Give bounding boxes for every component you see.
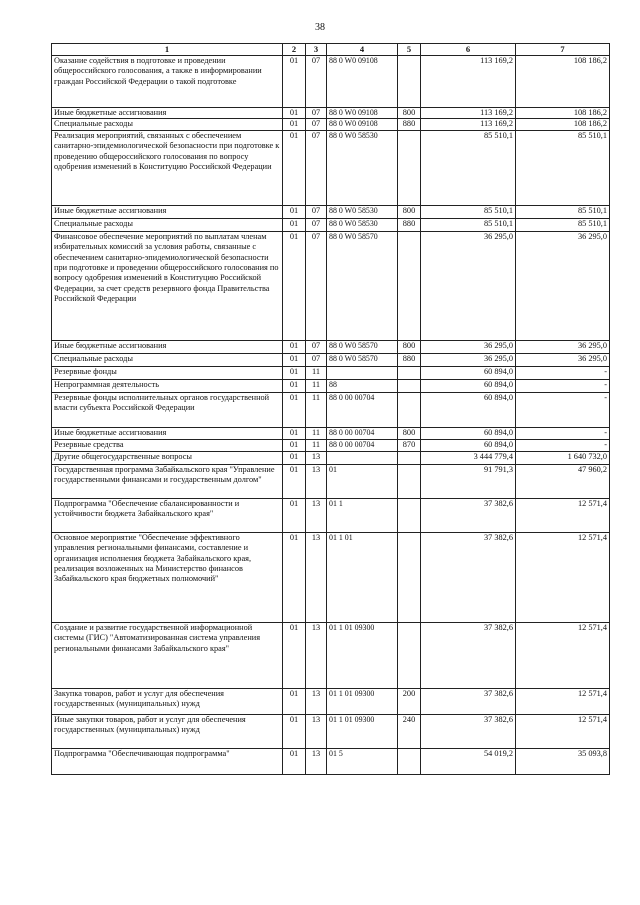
row-target-article-cell: 88 0 W0 58530	[327, 218, 398, 231]
row-subsection-cell: 13	[306, 748, 327, 774]
budget-table	[51, 43, 610, 775]
row-target-article-cell: 01	[327, 464, 398, 498]
row-section-cell: 01	[283, 748, 306, 774]
row-sum-2021-cell: 113 169,2	[421, 56, 516, 108]
table-row	[52, 340, 610, 353]
table-row	[52, 379, 610, 392]
row-sum-2022-cell: 12 571,4	[516, 498, 610, 532]
row-subsection-cell: 13	[306, 451, 327, 464]
row-target-article-cell: 88 0 00 00704	[327, 439, 398, 451]
row-section-cell: 01	[283, 498, 306, 532]
row-subsection-cell: 11	[306, 379, 327, 392]
row-subsection-cell: 07	[306, 353, 327, 366]
row-expense-type-cell	[398, 748, 421, 774]
row-section-cell: 01	[283, 218, 306, 231]
row-expense-type-cell: 870	[398, 439, 421, 451]
table-row	[52, 464, 610, 498]
row-section-cell: 01	[283, 379, 306, 392]
row-target-article-cell: 01 1 01 09300	[327, 714, 398, 748]
row-expense-type-cell	[398, 622, 421, 688]
row-sum-2022-cell: 108 186,2	[516, 56, 610, 108]
table-row	[52, 119, 610, 130]
table-row	[52, 714, 610, 748]
row-sum-2021-cell: 36 295,0	[421, 231, 516, 340]
row-sum-2021-cell: 37 382,6	[421, 532, 516, 622]
row-target-article-cell: 01 5	[327, 748, 398, 774]
row-sum-2021-cell: 113 169,2	[421, 108, 516, 119]
table-row	[52, 427, 610, 439]
row-target-article-cell: 88 0 W0 09108	[327, 56, 398, 108]
row-name-cell: Специальные расходы	[52, 353, 283, 366]
row-subsection-cell: 07	[306, 205, 327, 218]
row-name-cell: Иные бюджетные ассигнования	[52, 340, 283, 353]
column-header: 3	[306, 44, 327, 56]
row-section-cell: 01	[283, 56, 306, 108]
table-row	[52, 532, 610, 622]
row-section-cell: 01	[283, 714, 306, 748]
row-section-cell: 01	[283, 340, 306, 353]
page-number: 38	[315, 22, 325, 33]
row-sum-2021-cell: 60 894,0	[421, 366, 516, 379]
row-name-cell: Подпрограмма "Обеспечение сбалансированности и устойчивости бюджета Забайкальского края"	[52, 498, 283, 532]
row-sum-2022-cell: -	[516, 366, 610, 379]
row-subsection-cell: 07	[306, 231, 327, 340]
table-row	[52, 353, 610, 366]
row-name-cell: Оказание содействия в подготовке и проведении общероссийского голосования, а также в информировании граждан Российской Федерации о такой подготовке	[52, 56, 283, 108]
row-name-cell: Государственная программа Забайкальского края "Управление государственными финансами и государственным долгом"	[52, 464, 283, 498]
row-name-cell: Закупка товаров, работ и услуг для обеспечения государственных (муниципальных) нужд	[52, 688, 283, 714]
row-sum-2021-cell: 54 019,2	[421, 748, 516, 774]
row-expense-type-cell	[398, 498, 421, 532]
column-header: 1	[52, 44, 283, 56]
row-sum-2022-cell: 85 510,1	[516, 130, 610, 205]
row-section-cell: 01	[283, 532, 306, 622]
row-subsection-cell: 13	[306, 498, 327, 532]
row-section-cell: 01	[283, 622, 306, 688]
row-sum-2022-cell: 35 093,8	[516, 748, 610, 774]
row-expense-type-cell: 200	[398, 688, 421, 714]
table-header-row	[52, 44, 610, 56]
table-row	[52, 231, 610, 340]
row-expense-type-cell	[398, 464, 421, 498]
row-sum-2022-cell: 1 640 732,0	[516, 451, 610, 464]
row-sum-2021-cell: 85 510,1	[421, 218, 516, 231]
row-name-cell: Непрограммная деятельность	[52, 379, 283, 392]
row-name-cell: Создание и развитие государственной информационной системы (ГИС) "Автоматизированная система управления региональными финансами Забайкальского края"	[52, 622, 283, 688]
row-target-article-cell: 88 0 W0 58570	[327, 231, 398, 340]
row-expense-type-cell	[398, 532, 421, 622]
row-subsection-cell: 07	[306, 56, 327, 108]
row-expense-type-cell	[398, 392, 421, 427]
row-sum-2022-cell: 108 186,2	[516, 108, 610, 119]
row-subsection-cell: 13	[306, 714, 327, 748]
row-sum-2022-cell: 36 295,0	[516, 340, 610, 353]
row-sum-2022-cell: -	[516, 392, 610, 427]
table-row	[52, 622, 610, 688]
column-header: 7	[516, 44, 610, 56]
row-sum-2022-cell: 12 571,4	[516, 714, 610, 748]
row-sum-2022-cell: -	[516, 427, 610, 439]
row-section-cell: 01	[283, 119, 306, 130]
row-sum-2021-cell: 60 894,0	[421, 392, 516, 427]
row-target-article-cell	[327, 366, 398, 379]
row-subsection-cell: 07	[306, 130, 327, 205]
row-sum-2022-cell: 85 510,1	[516, 218, 610, 231]
column-header: 4	[327, 44, 398, 56]
table-row	[52, 748, 610, 774]
row-sum-2021-cell: 60 894,0	[421, 439, 516, 451]
row-name-cell: Иные закупки товаров, работ и услуг для обеспечения государственных (муниципальных) нужд	[52, 714, 283, 748]
row-expense-type-cell: 240	[398, 714, 421, 748]
row-sum-2021-cell: 37 382,6	[421, 498, 516, 532]
row-name-cell: Иные бюджетные ассигнования	[52, 427, 283, 439]
row-name-cell: Основное мероприятие "Обеспечение эффективного управления региональными финансами, составление и организация исполнения бюджета Забайкальского края, реализация возложенных на Министерство финансов Забайкальского края бюджетных полномочий"	[52, 532, 283, 622]
table-row	[52, 130, 610, 205]
row-target-article-cell	[327, 451, 398, 464]
column-header: 6	[421, 44, 516, 56]
table-row	[52, 451, 610, 464]
row-target-article-cell: 88 0 00 00704	[327, 392, 398, 427]
table-row	[52, 392, 610, 427]
row-subsection-cell: 11	[306, 366, 327, 379]
row-sum-2022-cell: 12 571,4	[516, 532, 610, 622]
row-section-cell: 01	[283, 366, 306, 379]
table-row	[52, 688, 610, 714]
row-expense-type-cell	[398, 130, 421, 205]
row-sum-2021-cell: 37 382,6	[421, 688, 516, 714]
row-sum-2022-cell: 12 571,4	[516, 688, 610, 714]
row-name-cell: Иные бюджетные ассигнования	[52, 205, 283, 218]
row-subsection-cell: 11	[306, 427, 327, 439]
row-target-article-cell: 88 0 00 00704	[327, 427, 398, 439]
row-sum-2022-cell: 85 510,1	[516, 205, 610, 218]
row-expense-type-cell: 880	[398, 353, 421, 366]
row-sum-2022-cell: 36 295,0	[516, 353, 610, 366]
row-section-cell: 01	[283, 464, 306, 498]
row-subsection-cell: 11	[306, 439, 327, 451]
row-subsection-cell: 07	[306, 340, 327, 353]
row-target-article-cell: 01 1	[327, 498, 398, 532]
row-target-article-cell: 01 1 01	[327, 532, 398, 622]
row-expense-type-cell	[398, 231, 421, 340]
row-subsection-cell: 13	[306, 622, 327, 688]
column-header: 5	[398, 44, 421, 56]
row-sum-2021-cell: 91 791,3	[421, 464, 516, 498]
row-subsection-cell: 11	[306, 392, 327, 427]
row-section-cell: 01	[283, 451, 306, 464]
row-expense-type-cell	[398, 56, 421, 108]
row-section-cell: 01	[283, 439, 306, 451]
row-subsection-cell: 07	[306, 218, 327, 231]
row-section-cell: 01	[283, 392, 306, 427]
table-row	[52, 366, 610, 379]
row-section-cell: 01	[283, 108, 306, 119]
row-sum-2021-cell: 36 295,0	[421, 353, 516, 366]
row-expense-type-cell	[398, 451, 421, 464]
row-sum-2021-cell: 113 169,2	[421, 119, 516, 130]
row-target-article-cell: 88 0 W0 58570	[327, 340, 398, 353]
row-sum-2021-cell: 37 382,6	[421, 622, 516, 688]
row-section-cell: 01	[283, 688, 306, 714]
row-sum-2021-cell: 60 894,0	[421, 379, 516, 392]
row-sum-2021-cell: 37 382,6	[421, 714, 516, 748]
row-target-article-cell: 88	[327, 379, 398, 392]
row-name-cell: Реализация мероприятий, связанных с обеспечением санитарно-эпидемиологической безопасности при подготовке к проведению общероссийского голосования по вопросу одобрения изменений в Конституцию Российской Федерации	[52, 130, 283, 205]
row-subsection-cell: 13	[306, 464, 327, 498]
row-target-article-cell: 88 0 W0 09108	[327, 108, 398, 119]
row-sum-2022-cell: -	[516, 439, 610, 451]
row-name-cell: Финансовое обеспечение мероприятий по выплатам членам избирательных комиссий за условия работы, связанные с обеспечением санитарно-эпидемиологической безопасности при подготовке и проведении общероссийского голосования по вопросу одобрения изменений в Конституцию Российской Федерации, за счет средств резервного фонда Правительства Российской Федерации	[52, 231, 283, 340]
row-expense-type-cell	[398, 379, 421, 392]
row-section-cell: 01	[283, 205, 306, 218]
row-name-cell: Специальные расходы	[52, 218, 283, 231]
row-target-article-cell: 01 1 01 09300	[327, 622, 398, 688]
row-name-cell: Резервные фонды исполнительных органов государственной власти субъекта Российской Федерации	[52, 392, 283, 427]
row-expense-type-cell: 800	[398, 205, 421, 218]
row-expense-type-cell: 800	[398, 427, 421, 439]
row-section-cell: 01	[283, 231, 306, 340]
row-target-article-cell: 88 0 W0 09108	[327, 119, 398, 130]
column-header: 2	[283, 44, 306, 56]
row-sum-2022-cell: 108 186,2	[516, 119, 610, 130]
row-section-cell: 01	[283, 353, 306, 366]
row-name-cell: Другие общегосударственные вопросы	[52, 451, 283, 464]
table-row	[52, 218, 610, 231]
row-target-article-cell: 88 0 W0 58530	[327, 130, 398, 205]
table-row	[52, 205, 610, 218]
row-sum-2021-cell: 85 510,1	[421, 130, 516, 205]
row-sum-2022-cell: 36 295,0	[516, 231, 610, 340]
table-row	[52, 56, 610, 108]
table-row	[52, 439, 610, 451]
row-sum-2021-cell: 3 444 779,4	[421, 451, 516, 464]
row-name-cell: Резервные фонды	[52, 366, 283, 379]
row-sum-2022-cell: -	[516, 379, 610, 392]
table-row	[52, 108, 610, 119]
row-section-cell: 01	[283, 427, 306, 439]
row-sum-2022-cell: 12 571,4	[516, 622, 610, 688]
row-subsection-cell: 07	[306, 119, 327, 130]
row-subsection-cell: 13	[306, 532, 327, 622]
row-section-cell: 01	[283, 130, 306, 205]
row-target-article-cell: 88 0 W0 58530	[327, 205, 398, 218]
row-name-cell: Специальные расходы	[52, 119, 283, 130]
row-sum-2021-cell: 36 295,0	[421, 340, 516, 353]
row-target-article-cell: 88 0 W0 58570	[327, 353, 398, 366]
row-target-article-cell: 01 1 01 09300	[327, 688, 398, 714]
row-expense-type-cell	[398, 366, 421, 379]
row-subsection-cell: 07	[306, 108, 327, 119]
row-expense-type-cell: 880	[398, 218, 421, 231]
row-expense-type-cell: 880	[398, 119, 421, 130]
row-expense-type-cell: 800	[398, 108, 421, 119]
table-row	[52, 498, 610, 532]
row-name-cell: Иные бюджетные ассигнования	[52, 108, 283, 119]
row-sum-2021-cell: 60 894,0	[421, 427, 516, 439]
row-expense-type-cell: 800	[398, 340, 421, 353]
row-sum-2021-cell: 85 510,1	[421, 205, 516, 218]
row-name-cell: Резервные средства	[52, 439, 283, 451]
row-sum-2022-cell: 47 960,2	[516, 464, 610, 498]
row-subsection-cell: 13	[306, 688, 327, 714]
row-name-cell: Подпрограмма "Обеспечивающая подпрограмма"	[52, 748, 283, 774]
